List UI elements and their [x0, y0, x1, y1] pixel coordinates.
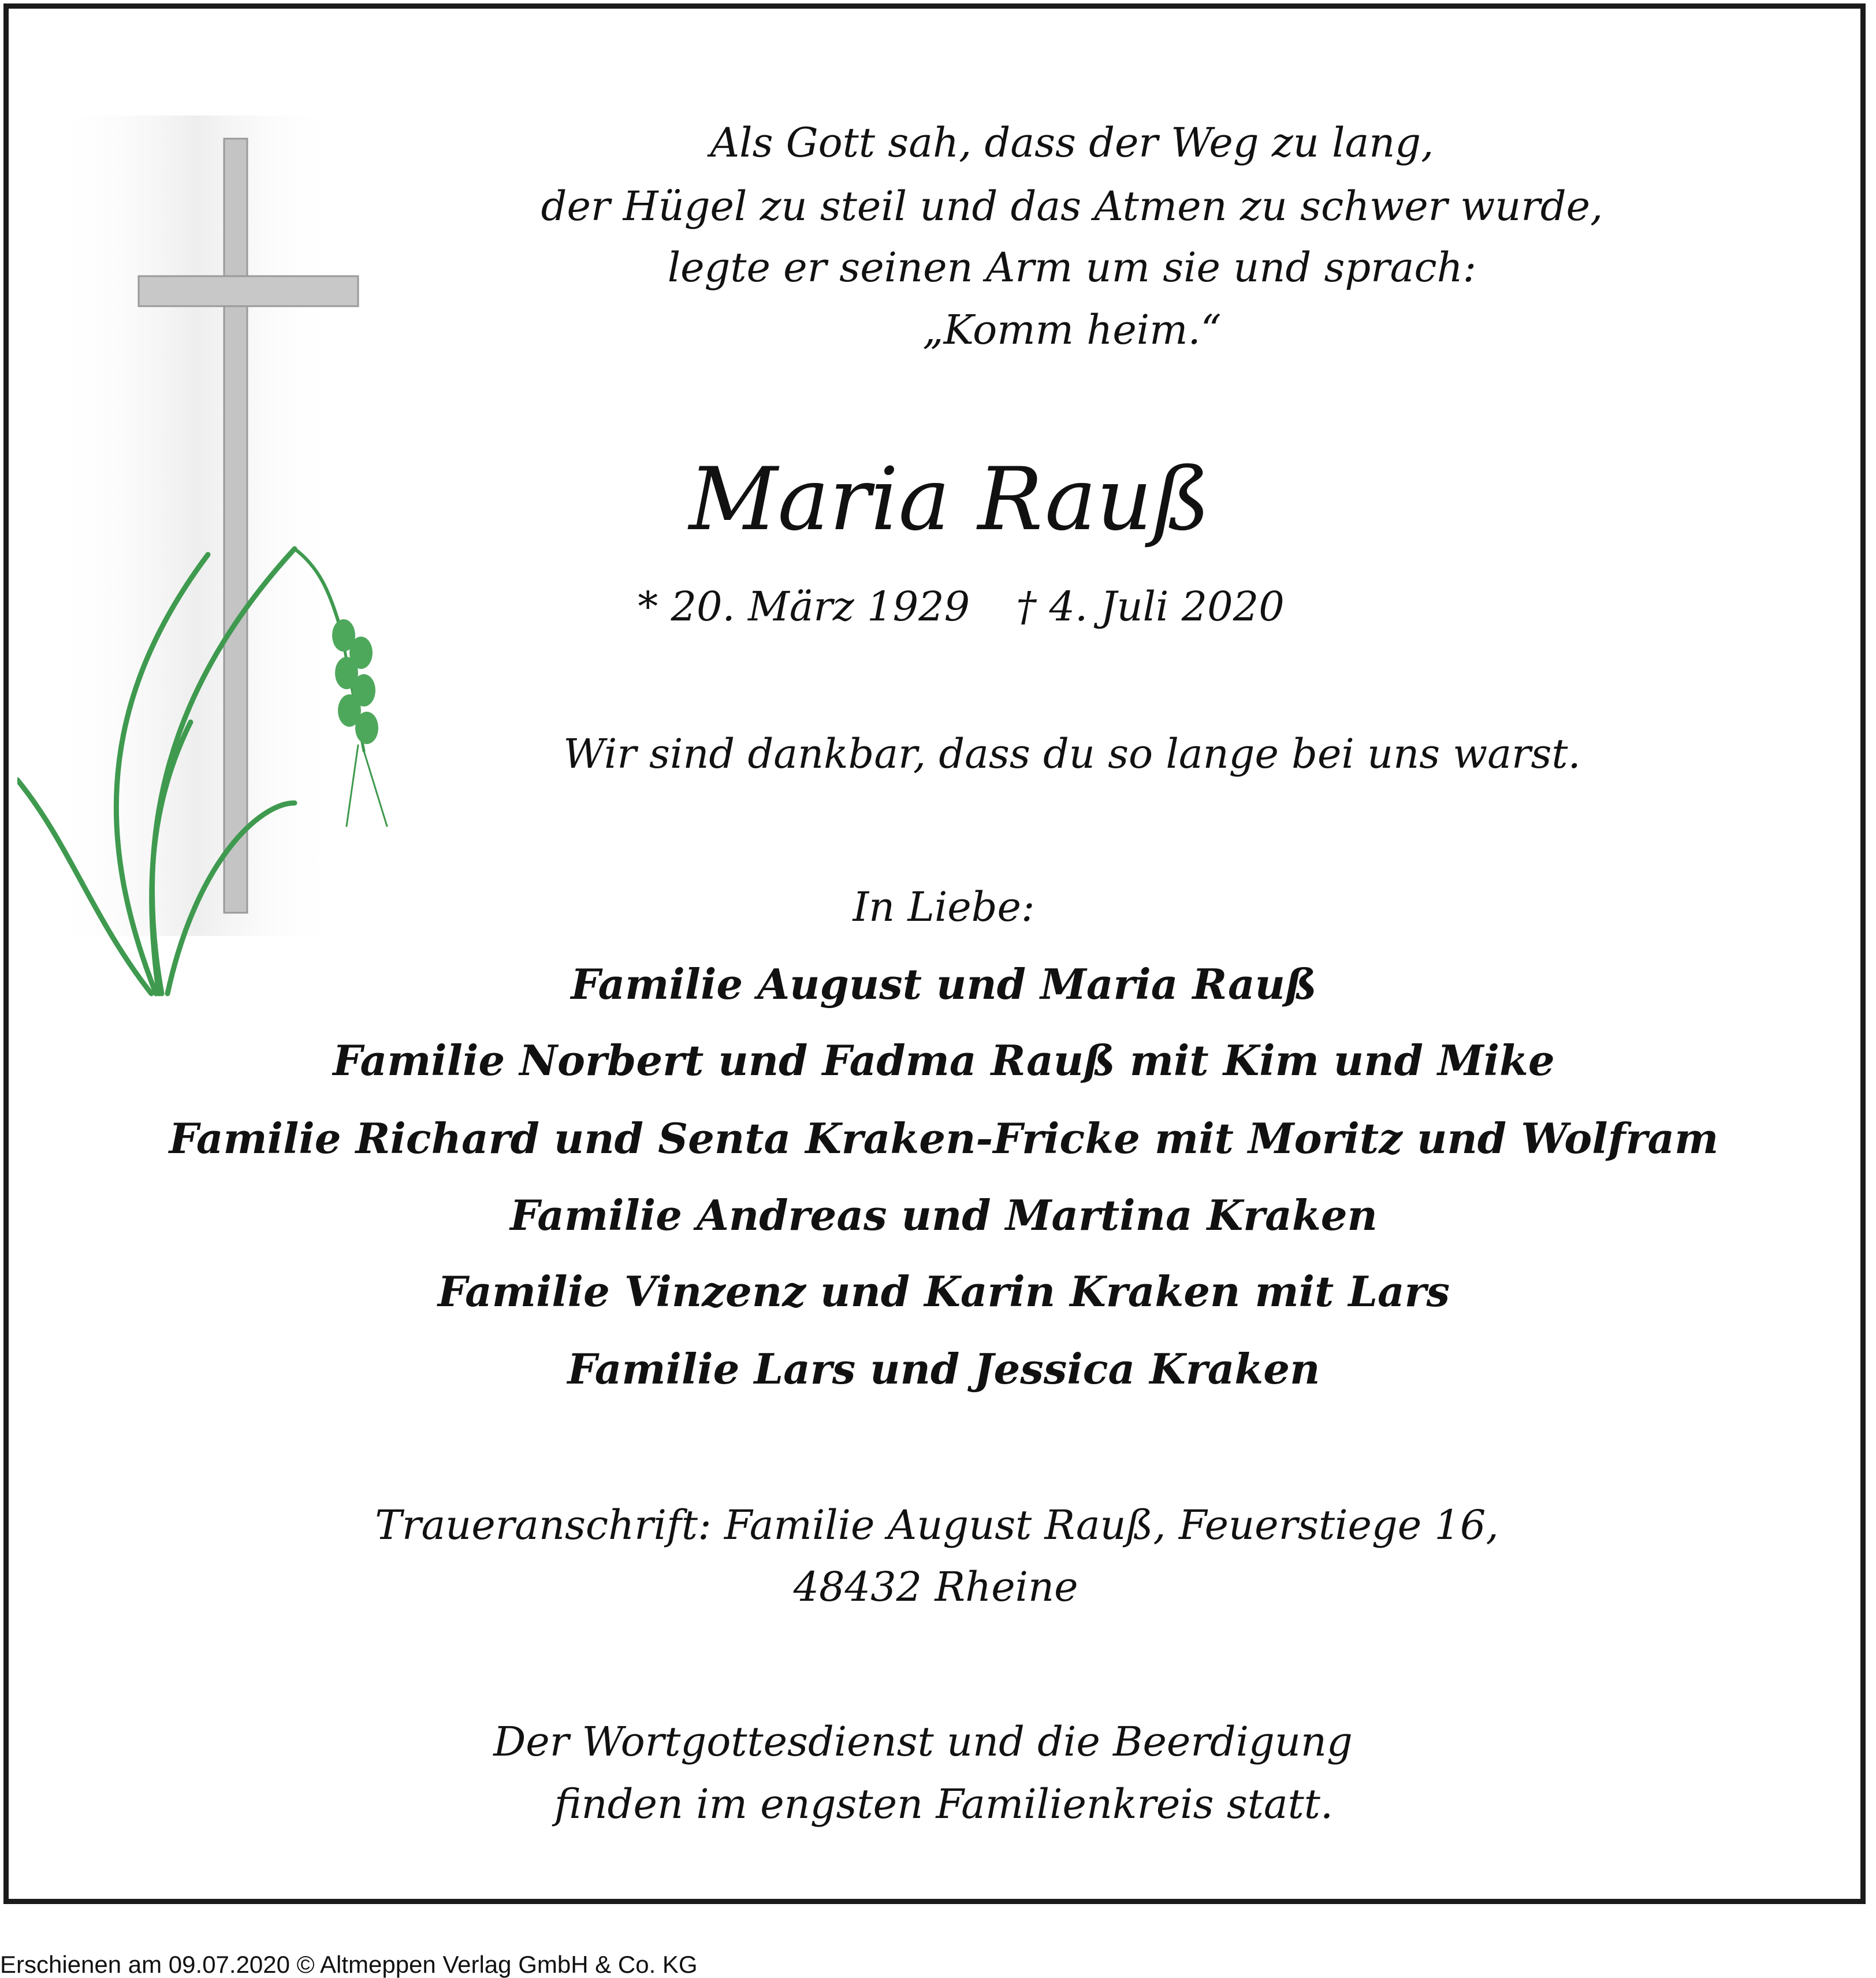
poem-line-3: legte er seinen Arm um sie und sprach:: [667, 244, 1477, 291]
family-line-5: Familie Vinzenz und Karin Kraken mit Lars: [437, 1267, 1450, 1316]
family-line-4: Familie Andreas und Martina Kraken: [510, 1191, 1378, 1240]
birth-date: * 20. März 1929: [638, 583, 970, 630]
death-date: † 4. Juli 2020: [1016, 583, 1285, 630]
address-line-1: Traueranschrift: Familie August Rauß, Feuerstiege 16,: [375, 1501, 1499, 1549]
poem-line-2: der Hügel zu steil und das Atmen zu schwer wurde,: [541, 183, 1603, 230]
mourners-intro: In Liebe:: [853, 883, 1035, 931]
family-line-1: Familie August und Maria Rauß: [571, 960, 1317, 1009]
family-line-6: Familie Lars und Jessica Kraken: [567, 1344, 1320, 1393]
gratitude-text: Wir sind dankbar, dass du so lange bei uns warst.: [563, 730, 1581, 778]
publication-footer: Erschienen am 09.07.2020 © Altmeppen Verlag GmbH & Co. KG: [0, 1951, 698, 1978]
service-line-1: Der Wortgottesdienst und die Beerdigung: [493, 1718, 1353, 1765]
life-dates: [23, 583, 1876, 630]
poem-line-4: „Komm heim.“: [922, 306, 1222, 354]
service-line-2: finden im engsten Familienkreis statt.: [554, 1780, 1334, 1828]
poem-line-1: Als Gott sah, dass der Weg zu lang,: [710, 119, 1434, 166]
family-line-2: Familie Norbert und Fadma Rauß mit Kim und Mike: [333, 1036, 1555, 1085]
deceased-name: Maria Rauß: [688, 449, 1211, 550]
family-line-3: Familie Richard und Senta Kraken-Fricke mit Moritz und Wolfram: [169, 1114, 1719, 1163]
address-line-2: 48432 Rheine: [793, 1563, 1078, 1611]
